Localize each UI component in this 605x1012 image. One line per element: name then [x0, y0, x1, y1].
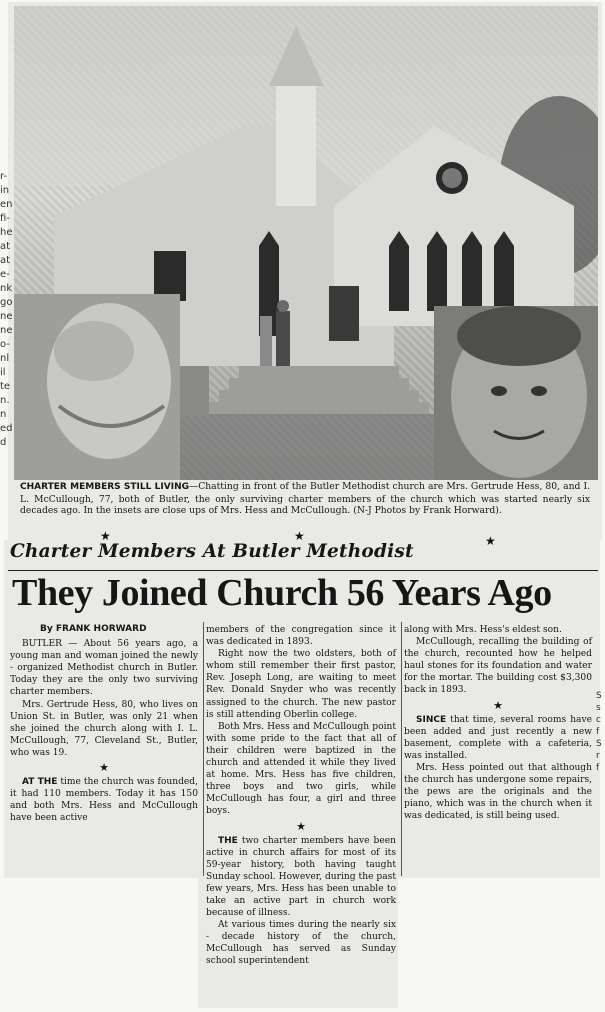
paragraph: McCullough, recalling the building of the church, recounted how he helped haul stones for its foundation and water for the mortar. The building cost $3,300 back in 1893. — [404, 637, 592, 696]
paragraph: along with Mrs. Hess's eldest son. — [404, 625, 562, 635]
inset-portrait-hess — [14, 294, 180, 480]
photo-caption — [20, 481, 590, 517]
paragraph: BUTLER — About 56 years ago, a young man and woman joined the newly - organized Methodist church in Butler. Today they are the only two surviving charter members. — [10, 639, 198, 698]
paragraph: Mrs. Hess pointed out that although the church has undergone some repairs, the pews are the originals and the piano, which was in the church when it was dedicated, is still being used. — [404, 762, 592, 822]
star-ornament: ★ — [100, 529, 111, 543]
star-ornament: ★ — [294, 529, 305, 543]
column-rule — [401, 622, 402, 876]
article-column-1 — [10, 623, 198, 824]
paragraph: members of the congregation since it was dedicated in 1893. — [206, 625, 396, 648]
paragraph: AT THE time the church was founded, it had 110 members. Today it has 150 and both Mrs. Hess and McCullough have been active — [10, 777, 198, 824]
headline: They Joined Church 56 Years Ago — [12, 572, 552, 614]
star-ornament: ★ — [485, 534, 496, 548]
church-photo-drawing — [14, 6, 598, 480]
paragraph: At various times during the nearly six - decade history of the church, McCullough has served as Sunday school superintendent — [206, 920, 396, 967]
adjacent-column-fragment-left: r- in en fi- he at at e- nk go ne ne o- nl il te n. n ed d — [0, 171, 13, 448]
paragraph: THE two charter members have been active in church affairs for most of its 59-year history, both having taught Sunday school. However, during the past few years, Mrs. Hess has been unable to take an active part in church work because of illness. — [206, 835, 396, 919]
paragraph: Mrs. Gertrude Hess, 80, who lives on Union St. in Butler, was only 21 when she joined the church along with I. L. McCullough, 77, Cleveland St., Butler, who was 19. — [10, 699, 198, 758]
adjacent-column-fragment-right: S s c f S r f — [596, 691, 602, 773]
church-photograph — [14, 6, 598, 480]
star-ornament: ★ — [493, 698, 503, 712]
inset-portrait-mccullough — [434, 306, 598, 480]
caption-lead: CHARTER MEMBERS STILL LIVING — [20, 482, 189, 492]
star-ornament: ★ — [99, 761, 109, 775]
caption-text: —Chatting in front of the Butler Methodist church are Mrs. Gertrude Hess, 80, and I. L. McCullough, 77, both of Butler, the only surviving charter members of the church which was started nearly six decades ago. In the insets are close ups of Mrs. Hess and McCullough. (N-J Photos by Frank Horward). — [20, 481, 591, 517]
article-column-2 — [206, 624, 396, 968]
column-rule — [203, 622, 204, 876]
paragraph: Both Mrs. Hess and McCullough point with some pride to the fact that all of their children were baptized in the church and attended it while they lived at home. Mrs. Hess has five children, three boys and two girls, while McCullough has four, a girl and three boys. — [206, 721, 396, 817]
byline: By FRANK HORWARD — [40, 624, 147, 634]
star-ornament: ★ — [296, 819, 306, 833]
article-column-3 — [404, 624, 592, 822]
paragraph: SINCE that time, several rooms have been added and just recently a new basement, complete with a cafeteria, was installed. — [404, 714, 592, 761]
subheadline: Charter Members At Butler Methodist — [10, 541, 414, 562]
paragraph: Right now the two oldsters, both of whom still remember their first pastor, Rev. Joseph Long, are waiting to meet Rev. Donald Snyder who was recently assigned to the church. The new pastor is still attending Oberlin college. — [206, 649, 396, 720]
